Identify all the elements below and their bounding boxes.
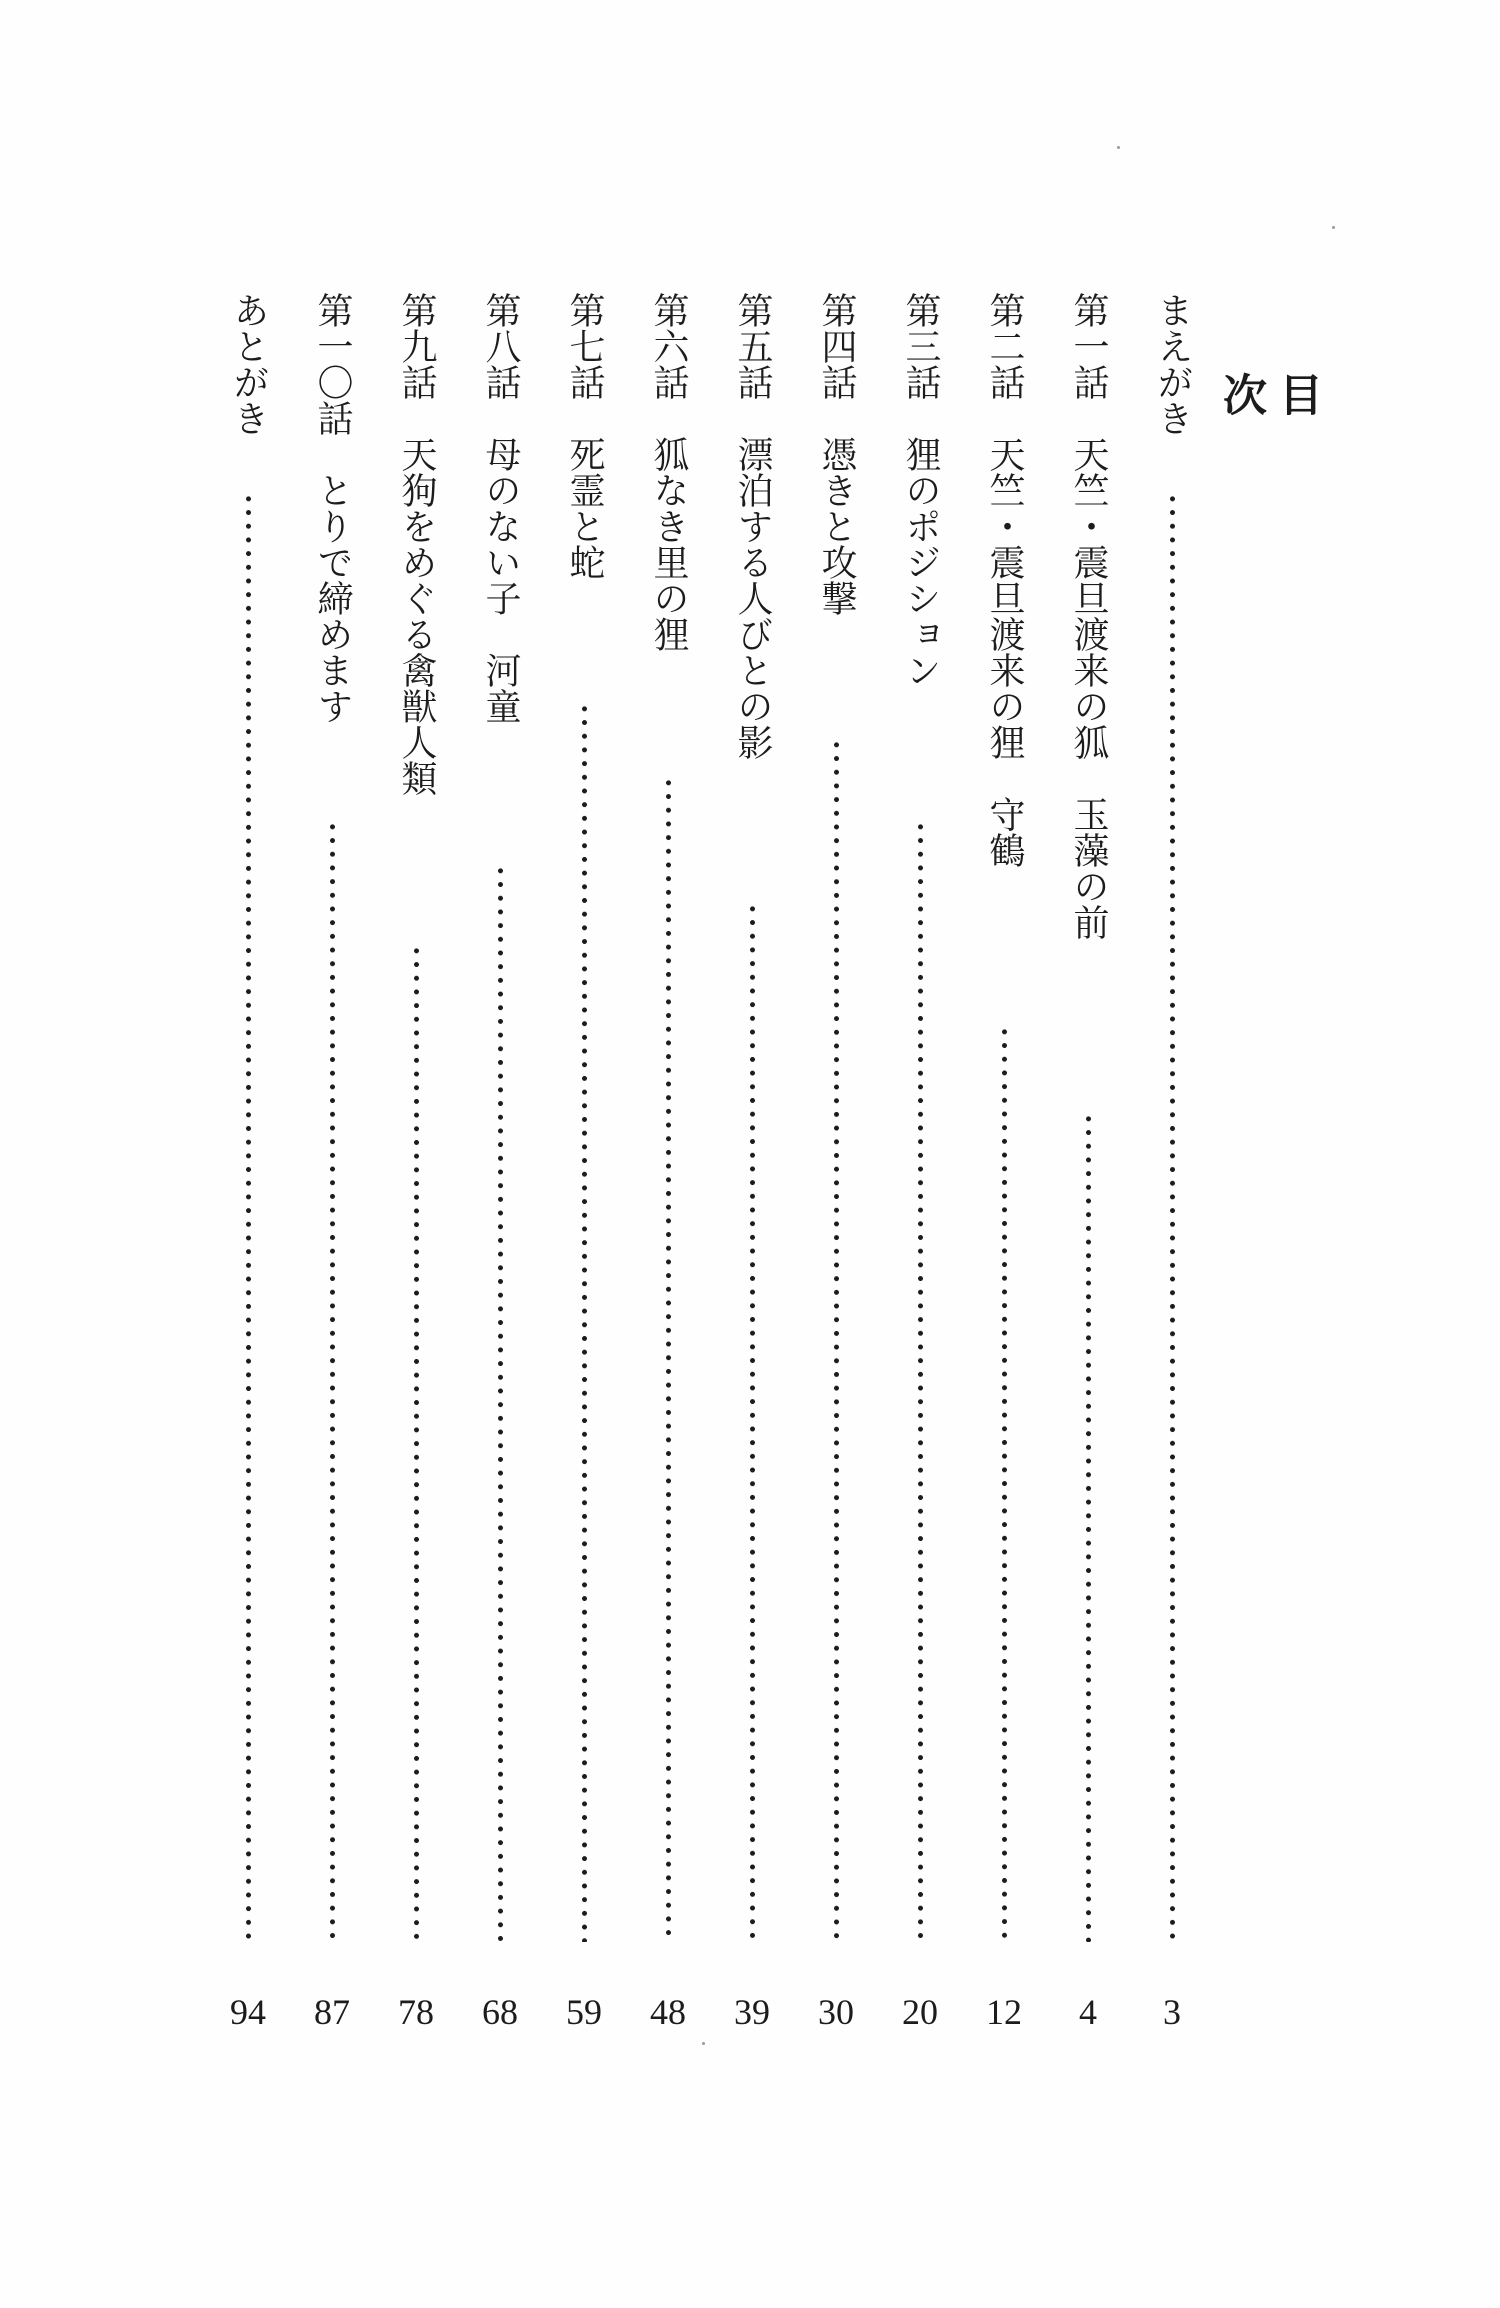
toc-page-number: 12 [986,1992,1022,2032]
toc-page-number: 4 [1079,1992,1097,2032]
toc-entry-afterword[interactable] [216,292,280,2052]
dot-leader [498,864,503,1942]
toc-page-number: 39 [734,1992,770,2032]
toc-entry-label: 第五話 漂泊する人びとの影 [732,292,773,760]
dot-leader [1170,492,1175,1942]
toc-entry-label: 第六話 狐なき里の狸 [648,292,689,652]
paper-speck [1332,226,1335,229]
toc-entry-label: 第九話 天狗をめぐる禽獣人類 [396,292,437,796]
dot-leader [834,738,839,1942]
toc-entry-chapter-10[interactable] [300,292,364,2052]
toc-entry-label: まえがき [1152,292,1193,436]
dot-leader [582,702,587,1942]
toc-page-number: 94 [230,1992,266,2032]
dot-leader [1002,1025,1007,1942]
toc-entry-label: 第七話 死霊と蛇 [564,292,605,580]
toc-entry-chapter-7[interactable] [552,292,616,2052]
toc-entry-chapter-9[interactable] [384,292,448,2052]
toc-entry-label: 第一話 天竺・震旦渡来の狐 玉藻の前 [1068,292,1109,940]
toc-entry-label: 第二話 天竺・震旦渡来の狸 守鶴 [984,292,1025,868]
toc-entry-label: 第八話 母のない子 河童 [480,292,521,724]
dot-leader [750,902,755,1942]
toc-page-number: 3 [1163,1992,1181,2032]
dot-leader [246,492,251,1942]
dot-leader [918,820,923,1942]
toc-page-number: 20 [902,1992,938,2032]
toc-entry-preface[interactable] [1140,292,1204,2052]
dot-leader [330,820,335,1942]
toc-page-number: 78 [398,1992,434,2032]
toc-entry-chapter-5[interactable] [720,292,784,2052]
toc-entry-chapter-3[interactable] [888,292,952,2052]
toc-page-number: 48 [650,1992,686,2032]
toc-entry-label: 第四話 憑きと攻撃 [816,292,857,616]
toc-page-number: 59 [566,1992,602,2032]
toc-entry-chapter-1[interactable] [1056,292,1120,2052]
toc-entry-label: 第三話 狸のポジション [900,292,941,688]
dot-leader [1086,1112,1091,1942]
toc-entry-label: 第一〇話 とりで締めます [312,292,353,724]
toc-page-number: 87 [314,1992,350,2032]
dot-leader [666,776,671,1942]
table-of-contents [190,292,1193,2052]
toc-entry-chapter-6[interactable] [636,292,700,2052]
toc-heading: 目 次 [1215,372,1322,456]
paper-speck [1117,146,1120,149]
dot-leader [414,944,419,1942]
toc-entry-chapter-4[interactable] [804,292,868,2052]
toc-page-number: 30 [818,1992,854,2032]
paper-speck [702,2042,705,2045]
toc-entry-chapter-2[interactable] [972,292,1036,2052]
toc-entry-chapter-8[interactable] [468,292,532,2052]
toc-entry-label: あとがき [228,292,269,436]
toc-page-number: 68 [482,1992,518,2032]
